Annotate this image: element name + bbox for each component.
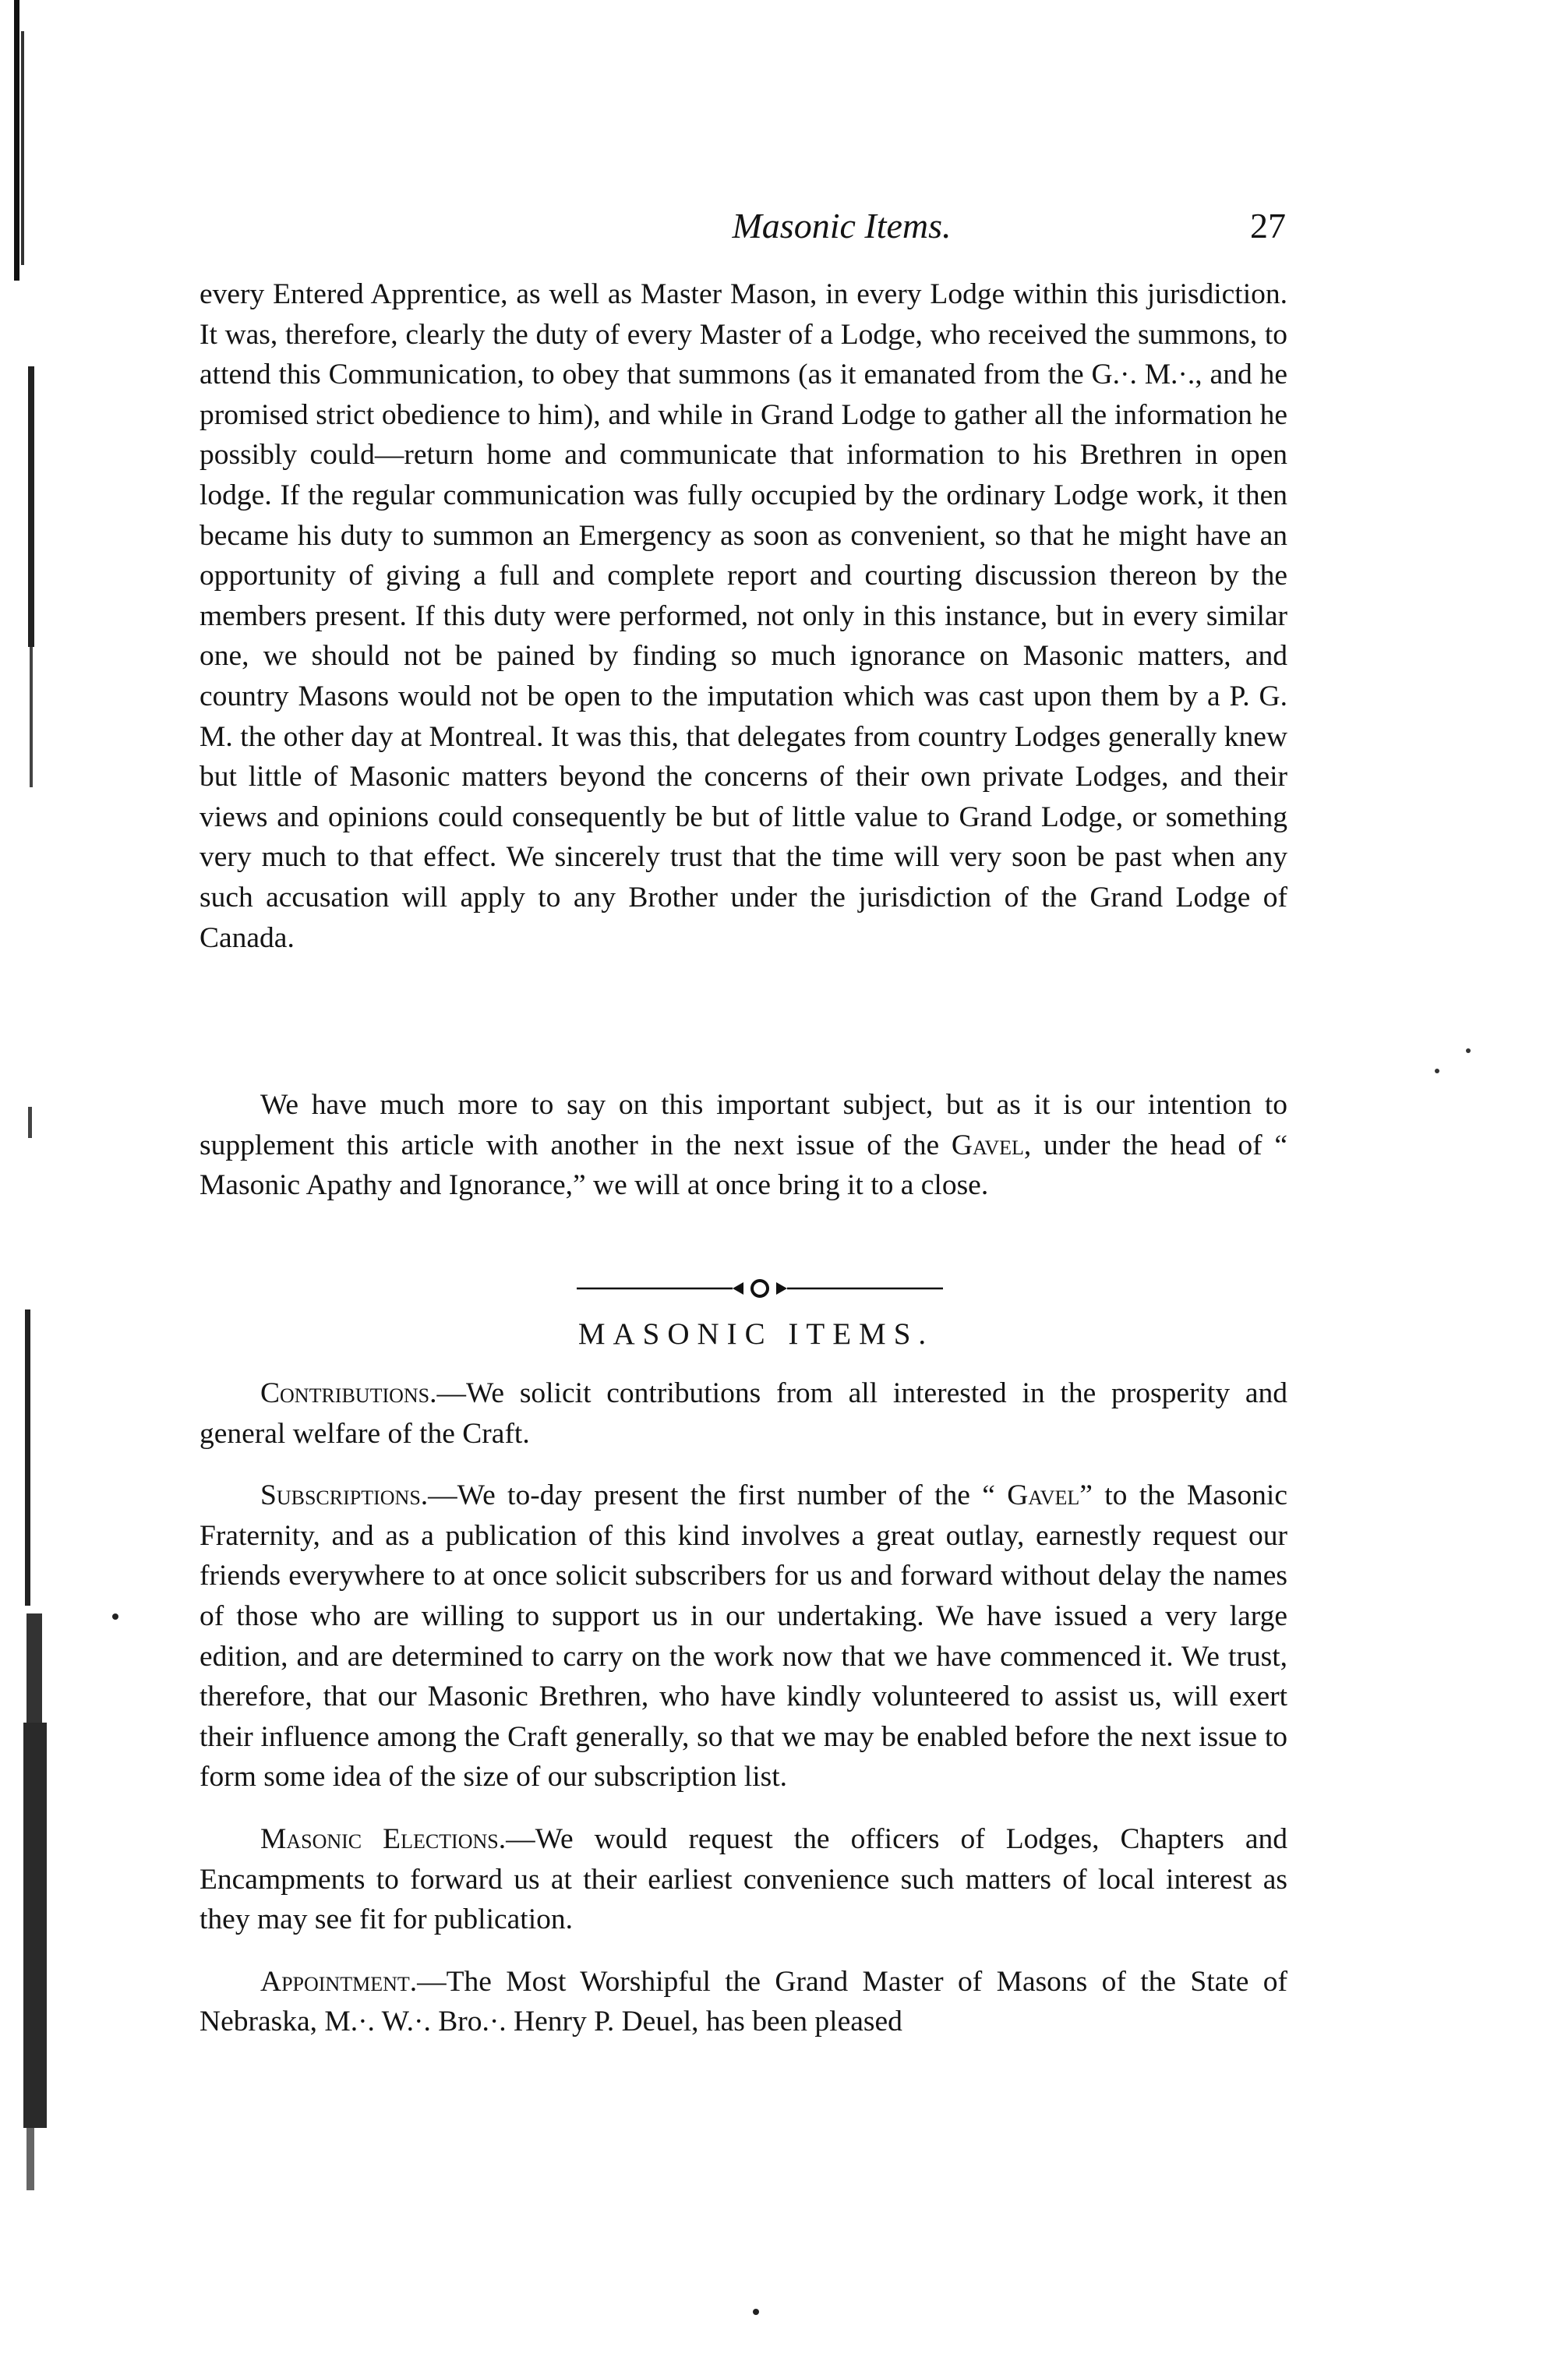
gavel-title: Gavel <box>951 1129 1024 1161</box>
item-title: Appointment. <box>260 1965 418 1998</box>
item-text-before: —We to-day present the first number of the “ <box>428 1479 1008 1512</box>
item-text-after: ” to the Masonic Fraternity, and as a publication of this kind involves a great outlay, earnestly request our friends everywhere to at once solicit subscribers for us and forward without delay the names of those who are willing to support us in our undertaking. We have issued a very large edition, and are determined to carry on the work now that we have commenced it. We trust, therefore, that our Masonic Brethren, who have kindly volunteered to assist us, will exert their influence among the Craft generally, so that we may be enabled before the next issue to form some idea of the size of our subscription list. <box>200 1479 1287 1794</box>
item-title: Contributions. <box>260 1377 437 1409</box>
item-contributions <box>200 1373 1287 1454</box>
item-appointment <box>200 1962 1287 2042</box>
bottom-dot-mark <box>753 2309 759 2315</box>
article-closing <box>200 1085 1287 1206</box>
item-subscriptions <box>200 1476 1287 1797</box>
item-text: —We would request the officers of Lodges, Chapters and Encampments to forward us at their earliest convenience such matters of local interest as they may see fit for publication. <box>200 1822 1287 1936</box>
item-text: —We solicit contributions from all interested in the prosperity and general welfare of the Craft. <box>200 1377 1287 1450</box>
section-heading: MASONIC ITEMS. <box>577 1317 934 1351</box>
item-text: —The Most Worshipful the Grand Master of Masons of the State of Nebraska, M.·. W.·. Bro.·. Henry P. Deuel, has been pleased <box>200 1965 1287 2038</box>
item-masonic-elections <box>200 1819 1287 1940</box>
paragraph-closing <box>200 1085 1287 1206</box>
item-title: Subscriptions. <box>260 1479 429 1512</box>
gavel-title: Gavel <box>1007 1479 1080 1512</box>
closing-text-after: , under the head of “ Masonic Apathy and Ignorance,” we will at once bring it to a close. <box>200 1129 1287 1202</box>
closing-text-before: We have much more to say on this important subject, but as it is our intention to supplement this article with another in the next issue of the <box>200 1089 1287 1161</box>
masonic-items-list <box>200 1373 1287 2042</box>
item-title: Masonic Elections. <box>260 1822 507 1855</box>
paragraph-duty-of-master: every Entered Apprentice, as well as Master Mason, in every Lodge within this jurisdiction. It was, therefore, clearly the duty of every Master of a Lodge, who received the summons, to attend this Communication, to obey that summons (as it emanated from the G.·. M.·., and he promised strict obedience to him), and while in Grand Lodge to gather all the information he possibly could—return home and communicate that information to his Brethren in open lodge. If the regular communication was fully occupied by the ordinary Lodge work, it then became his duty to summon an Emergency as soon as convenient, so that he might have an opportunity of giving a full and complete report and courting discussion thereon by the members present. If this duty were performed, not only in this instance, but in every similar one, we should not be pained by finding so much ignorance on Masonic matters, and country Masons would not be open to the imputation which was cast upon them by a P. G. M. the other day at Montreal. It was this, that delegates from country Lodges generally knew but little of Masonic matters beyond the concerns of their own private Lodges, and their views and opinions could consequently be but of little value to Grand Lodge, or something very much to that effect. We sincerely trust that the time will very soon be past when any such accusation will apply to any Brother under the jurisdiction of the Grand Lodge of Canada. <box>200 278 1287 954</box>
article-continuation <box>200 274 1287 958</box>
page-number: 27 <box>1250 206 1286 246</box>
section-divider-ornament <box>577 1277 943 1300</box>
running-header-title: Masonic Items. <box>732 206 952 246</box>
